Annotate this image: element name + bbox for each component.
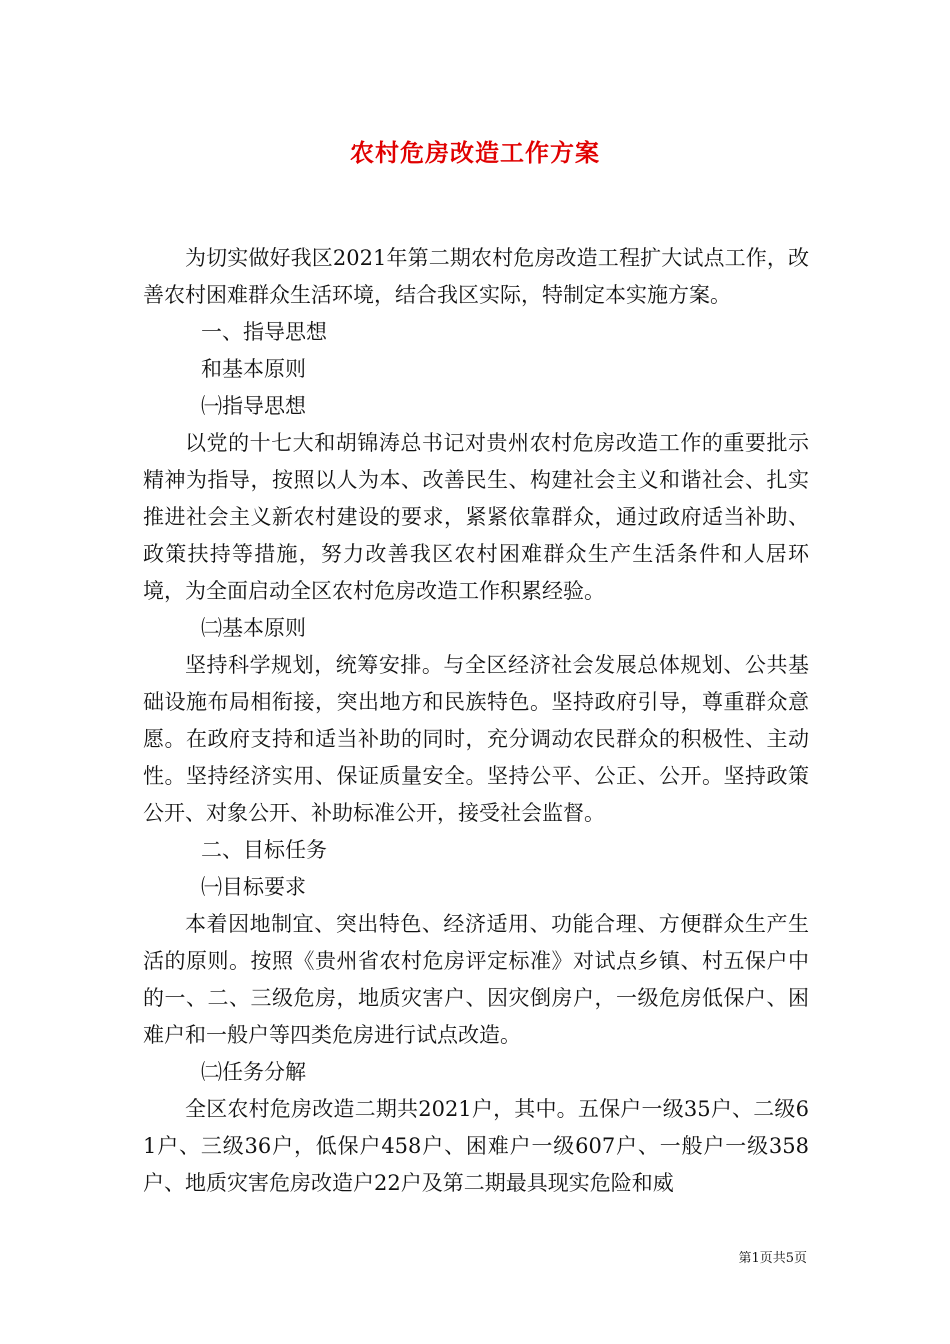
subsection-heading: ㈡任务分解: [201, 1060, 306, 1084]
paragraph: 为切实做好我区2021年第二期农村危房改造工程扩大试点工作，改善农村困难群众生活环境，结合我区实际，特制定本实施方案。: [143, 246, 809, 307]
section-heading: 二、目标任务: [201, 838, 327, 862]
subsection-heading: ㈠指导思想: [201, 394, 306, 418]
page-number: 第1页共5页: [738, 1251, 807, 1266]
section-heading: 和基本原则: [201, 357, 306, 381]
section-heading: 一、指导思想: [201, 320, 327, 344]
document-body: [143, 240, 809, 1202]
subsection-heading: ㈡基本原则: [201, 616, 306, 640]
document-title: 农村危房改造工作方案: [350, 138, 600, 167]
subsection-heading: ㈠目标要求: [201, 875, 306, 899]
paragraph: 本着因地制宜、突出特色、经济适用、功能合理、方便群众生产生活的原则。按照《贵州省农村危房评定标准》对试点乡镇、村五保户中的一、二、三级危房，地质灾害户、因灾倒房户，一级危房低保户、困难户和一般户等四类危房进行试点改造。: [143, 912, 809, 1047]
paragraph: 全区农村危房改造二期共2021户，其中。五保户一级35户、二级61户、三级36户，低保户458户、困难户一级607户、一般户一级358户、地质灾害危房改造户22户及第二期最具现实危险和威: [143, 1097, 809, 1195]
paragraph: 以党的十七大和胡锦涛总书记对贵州农村危房改造工作的重要批示精神为指导，按照以人为本、改善民生、构建社会主义和谐社会、扎实推进社会主义新农村建设的要求，紧紧依靠群众，通过政府适当补助、政策扶持等措施，努力改善我区农村困难群众生产生活条件和人居环境，为全面启动全区农村危房改造工作积累经验。: [143, 431, 809, 603]
paragraph: 坚持科学规划，统筹安排。与全区经济社会发展总体规划、公共基础设施布局相衔接，突出地方和民族特色。坚持政府引导，尊重群众意愿。在政府支持和适当补助的同时，充分调动农民群众的积极性、主动性。坚持经济实用、保证质量安全。坚持公平、公正、公开。坚持政策公开、对象公开、补助标准公开，接受社会监督。: [143, 653, 809, 825]
